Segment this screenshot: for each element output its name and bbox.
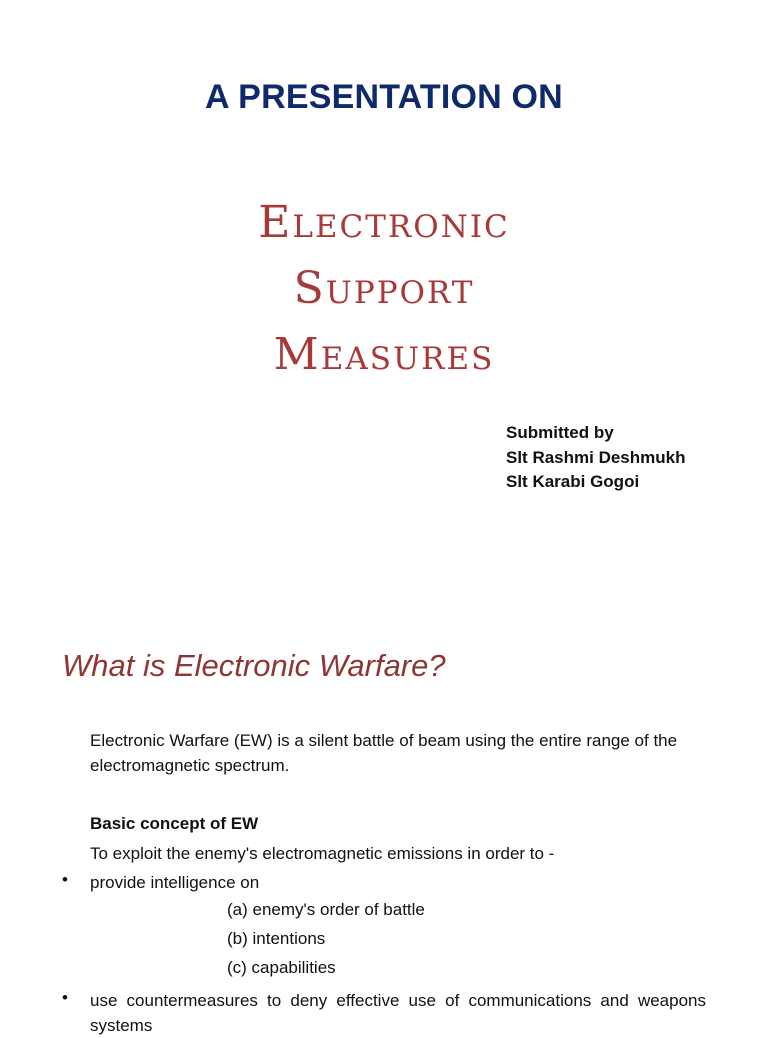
title-line-3: Measures — [273, 329, 495, 380]
presentation-title — [0, 190, 768, 388]
bullet-item-intelligence: provide intelligence on — [90, 873, 260, 892]
submitted-label: Submitted by — [506, 423, 614, 442]
submitted-by-block — [506, 421, 686, 495]
content-slide — [0, 600, 768, 1035]
title-line-2: Support — [293, 263, 475, 314]
bullet-marker: • — [62, 870, 68, 889]
section-title: What is Electronic Warfare? — [62, 648, 446, 683]
sub-item-intentions: (b) intentions — [227, 929, 326, 948]
bullet-marker: • — [62, 988, 68, 1007]
title-line-1: Electronic — [258, 197, 510, 248]
sub-item-capabilities: (c) capabilities — [227, 958, 336, 977]
author-1: Slt Rashmi Deshmukh — [506, 447, 686, 467]
presentation-heading: A PRESENTATION ON — [205, 78, 563, 116]
intro-paragraph: Electronic Warfare (EW) is a silent battle of beam using the entire range of the electromagnetic spectrum. — [90, 731, 678, 775]
sub-item-order-of-battle: (a) enemy's order of battle — [227, 900, 425, 919]
concept-text: To exploit the enemy's electromagnetic emissions in order to - — [90, 844, 555, 863]
concept-heading: Basic concept of EW — [90, 814, 259, 833]
bullet-item-countermeasures: use countermeasures to deny effective use of communications and weapons systems — [90, 991, 706, 1035]
author-2: Slt Karabi Gogoi — [506, 472, 640, 491]
